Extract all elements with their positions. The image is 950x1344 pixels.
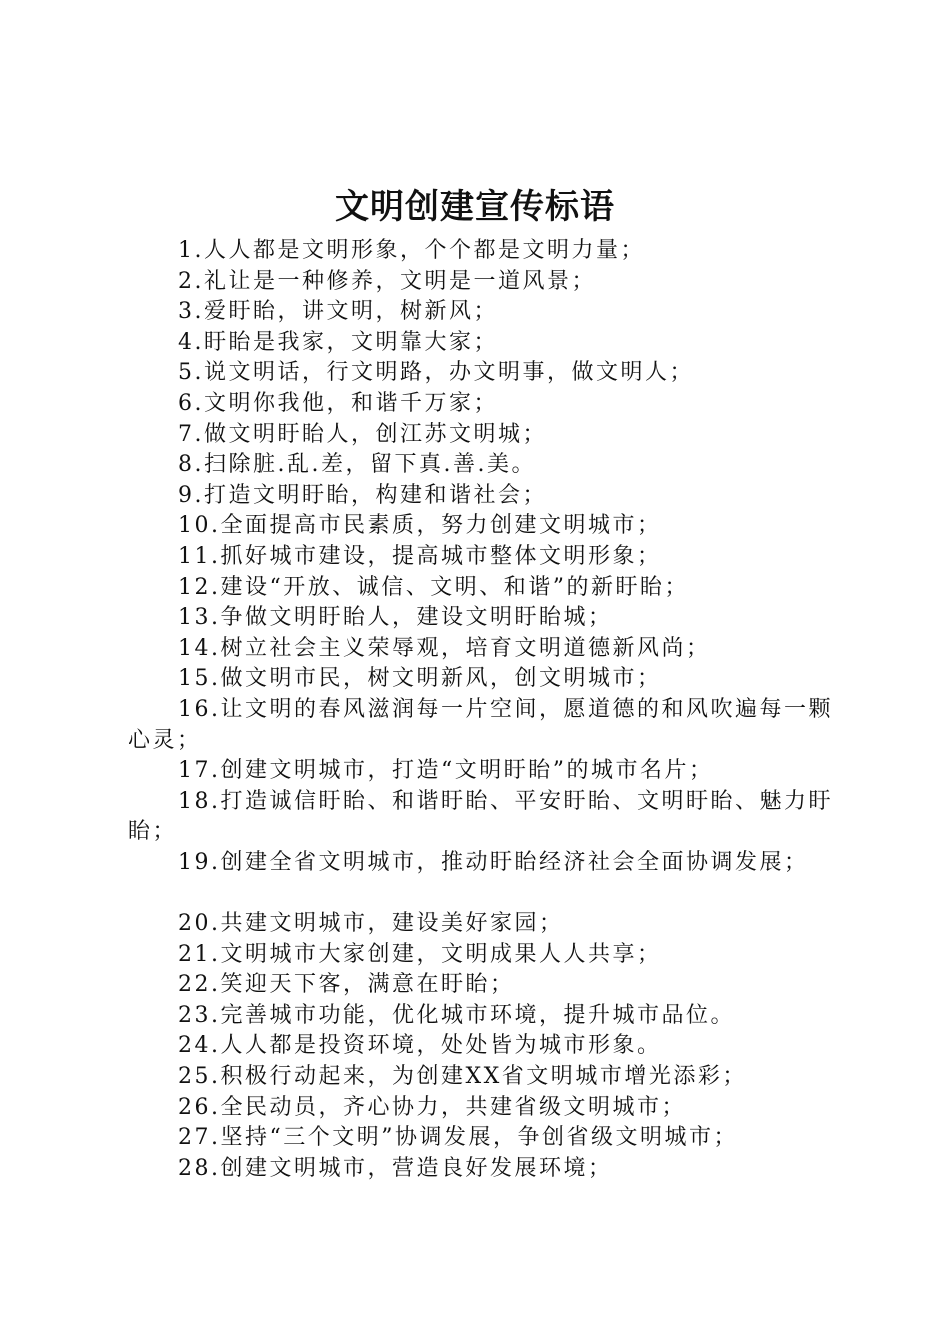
- list-item: 2.礼让是一种修养，文明是一道风景；: [178, 268, 596, 294]
- list-item: 12.建设“开放、诚信、文明、和谐”的新盱眙；: [178, 574, 689, 600]
- list-item: 27.坚持“三个文明”协调发展，争创省级文明城市；: [178, 1125, 738, 1151]
- list-item: 3.爱盱眙，讲文明，树新风；: [178, 299, 498, 325]
- list-item: 20.共建文明城市，建设美好家园；: [178, 911, 564, 937]
- list-item: 26.全民动员，齐心协力，共建省级文明城市；: [178, 1094, 686, 1120]
- list-item: 13.争做文明盱眙人，建设文明盱眙城；: [178, 605, 613, 631]
- list-item: 5.说文明话，行文明路，办文明事，做文明人；: [178, 360, 694, 386]
- list-item: 14.树立社会主义荣辱观，培育文明道德新风尚；: [178, 635, 711, 661]
- slogan-list: [128, 236, 834, 1184]
- list-item: 10.全面提高市民素质，努力创建文明城市；: [178, 513, 662, 539]
- list-item: 21.文明城市大家创建，文明成果人人共享；: [178, 941, 662, 967]
- list-item: 4.盱眙是我家，文明靠大家；: [178, 329, 498, 355]
- list-item: 6.文明你我他，和谐千万家；: [178, 390, 498, 416]
- list-item: 22.笑迎天下客，满意在盱眙；: [178, 972, 515, 998]
- document-title: 文明创建宣传标语: [335, 187, 615, 227]
- list-item: 7.做文明盱眙人，创江苏文明城；: [178, 421, 547, 447]
- list-item: 28.创建文明城市，营造良好发展环境；: [178, 1155, 613, 1181]
- list-item: 18.打造诚信盱眙、和谐盱眙、平安盱眙、文明盱眙、魅力盱眙；: [128, 788, 833, 845]
- list-item: 19.创建全省文明城市，推动盱眙经济社会全面协调发展；: [178, 849, 809, 875]
- list-item: 1.人人都是文明形象，个个都是文明力量；: [178, 238, 645, 263]
- paragraph-gap: [128, 878, 834, 909]
- list-item: 24.人人都是投资环境，处处皆为城市形象。: [178, 1033, 662, 1059]
- list-item: 8.扫除脏.乱.差，留下真.善.美。: [178, 452, 536, 478]
- list-item: 9.打造文明盱眙，构建和谐社会；: [178, 482, 547, 508]
- list-item: 25.积极行动起来，为创建XX省文明城市增光添彩；: [178, 1064, 747, 1090]
- list-item: 11.抓好城市建设，提高城市整体文明形象；: [178, 543, 662, 569]
- list-item: 15.做文明市民，树文明新风，创文明城市；: [178, 666, 662, 692]
- list-item: 16.让文明的春风滋润每一片空间，愿道德的和风吹遍每一颗心灵；: [128, 696, 833, 753]
- list-item: 17.创建文明城市，打造“文明盱眙”的城市名片；: [178, 758, 714, 784]
- list-item: 23.完善城市功能，优化城市环境，提升城市品位。: [178, 1002, 735, 1028]
